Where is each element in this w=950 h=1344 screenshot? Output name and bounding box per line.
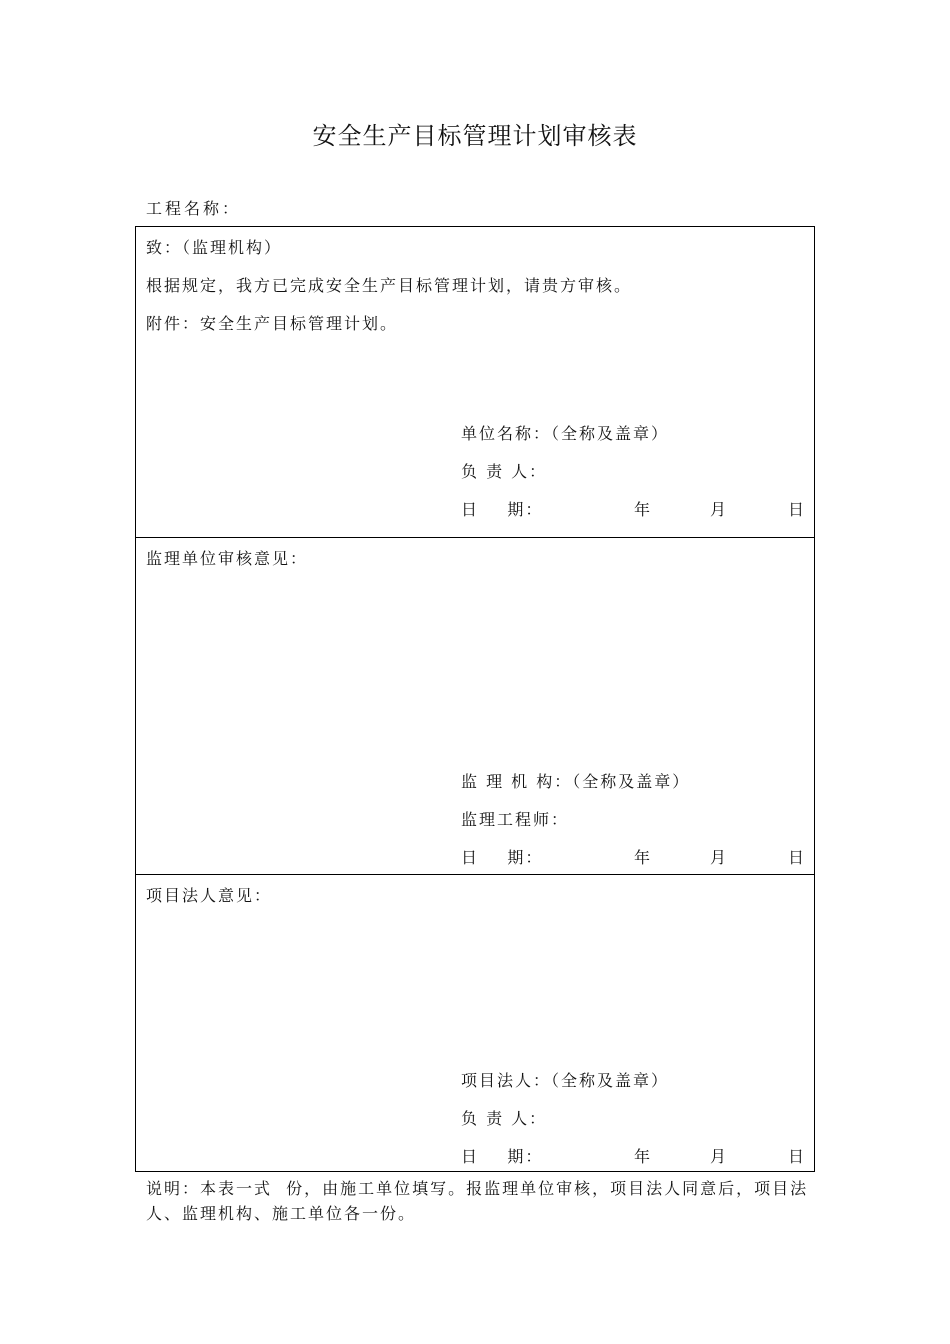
supervisor-opinion-heading: 监理单位审核意见： [146, 549, 309, 568]
date-label: 日 期： [461, 1147, 544, 1166]
date-label: 日 期： [461, 500, 544, 519]
legal-person-opinion-heading: 项目法人意见： [146, 886, 273, 905]
project-legal-person-label: 项目法人：（全称及盖章） [461, 1071, 670, 1090]
contractor-section [136, 227, 814, 537]
day-label: 日 [788, 1147, 805, 1166]
legal-person-section [136, 874, 814, 1173]
year-label: 年 [634, 500, 651, 519]
day-label: 日 [788, 500, 805, 519]
responsible-person-label: 负 责 人： [461, 1109, 548, 1128]
review-form-table [135, 226, 815, 1172]
supervision-engineer-label: 监理工程师： [461, 810, 570, 829]
project-name-label: 工程名称： [146, 199, 242, 218]
year-label: 年 [634, 1147, 651, 1166]
date-label: 日 期： [461, 848, 544, 867]
supervisor-section [136, 537, 814, 875]
attachment-line: 附件：安全生产目标管理计划。 [146, 314, 399, 333]
request-line: 根据规定，我方已完成安全生产目标管理计划，请贵方审核。 [146, 276, 633, 295]
year-label: 年 [634, 848, 651, 867]
form-note: 说明：本表一式 份，由施工单位填写。报监理单位审核，项目法人同意后，项目法人、监理机构、施工单位各一份。 [146, 1179, 809, 1223]
responsible-person-label: 负 责 人： [461, 462, 548, 481]
form-title: 安全生产目标管理计划审核表 [312, 122, 638, 150]
supervision-org-label: 监 理 机 构：（全称及盖章） [461, 772, 691, 791]
month-label: 月 [710, 1147, 727, 1166]
month-label: 月 [710, 500, 727, 519]
month-label: 月 [710, 848, 727, 867]
addressee-line: 致：（监理机构） [146, 238, 283, 257]
unit-name-label: 单位名称：（全称及盖章） [461, 424, 670, 443]
day-label: 日 [788, 848, 805, 867]
